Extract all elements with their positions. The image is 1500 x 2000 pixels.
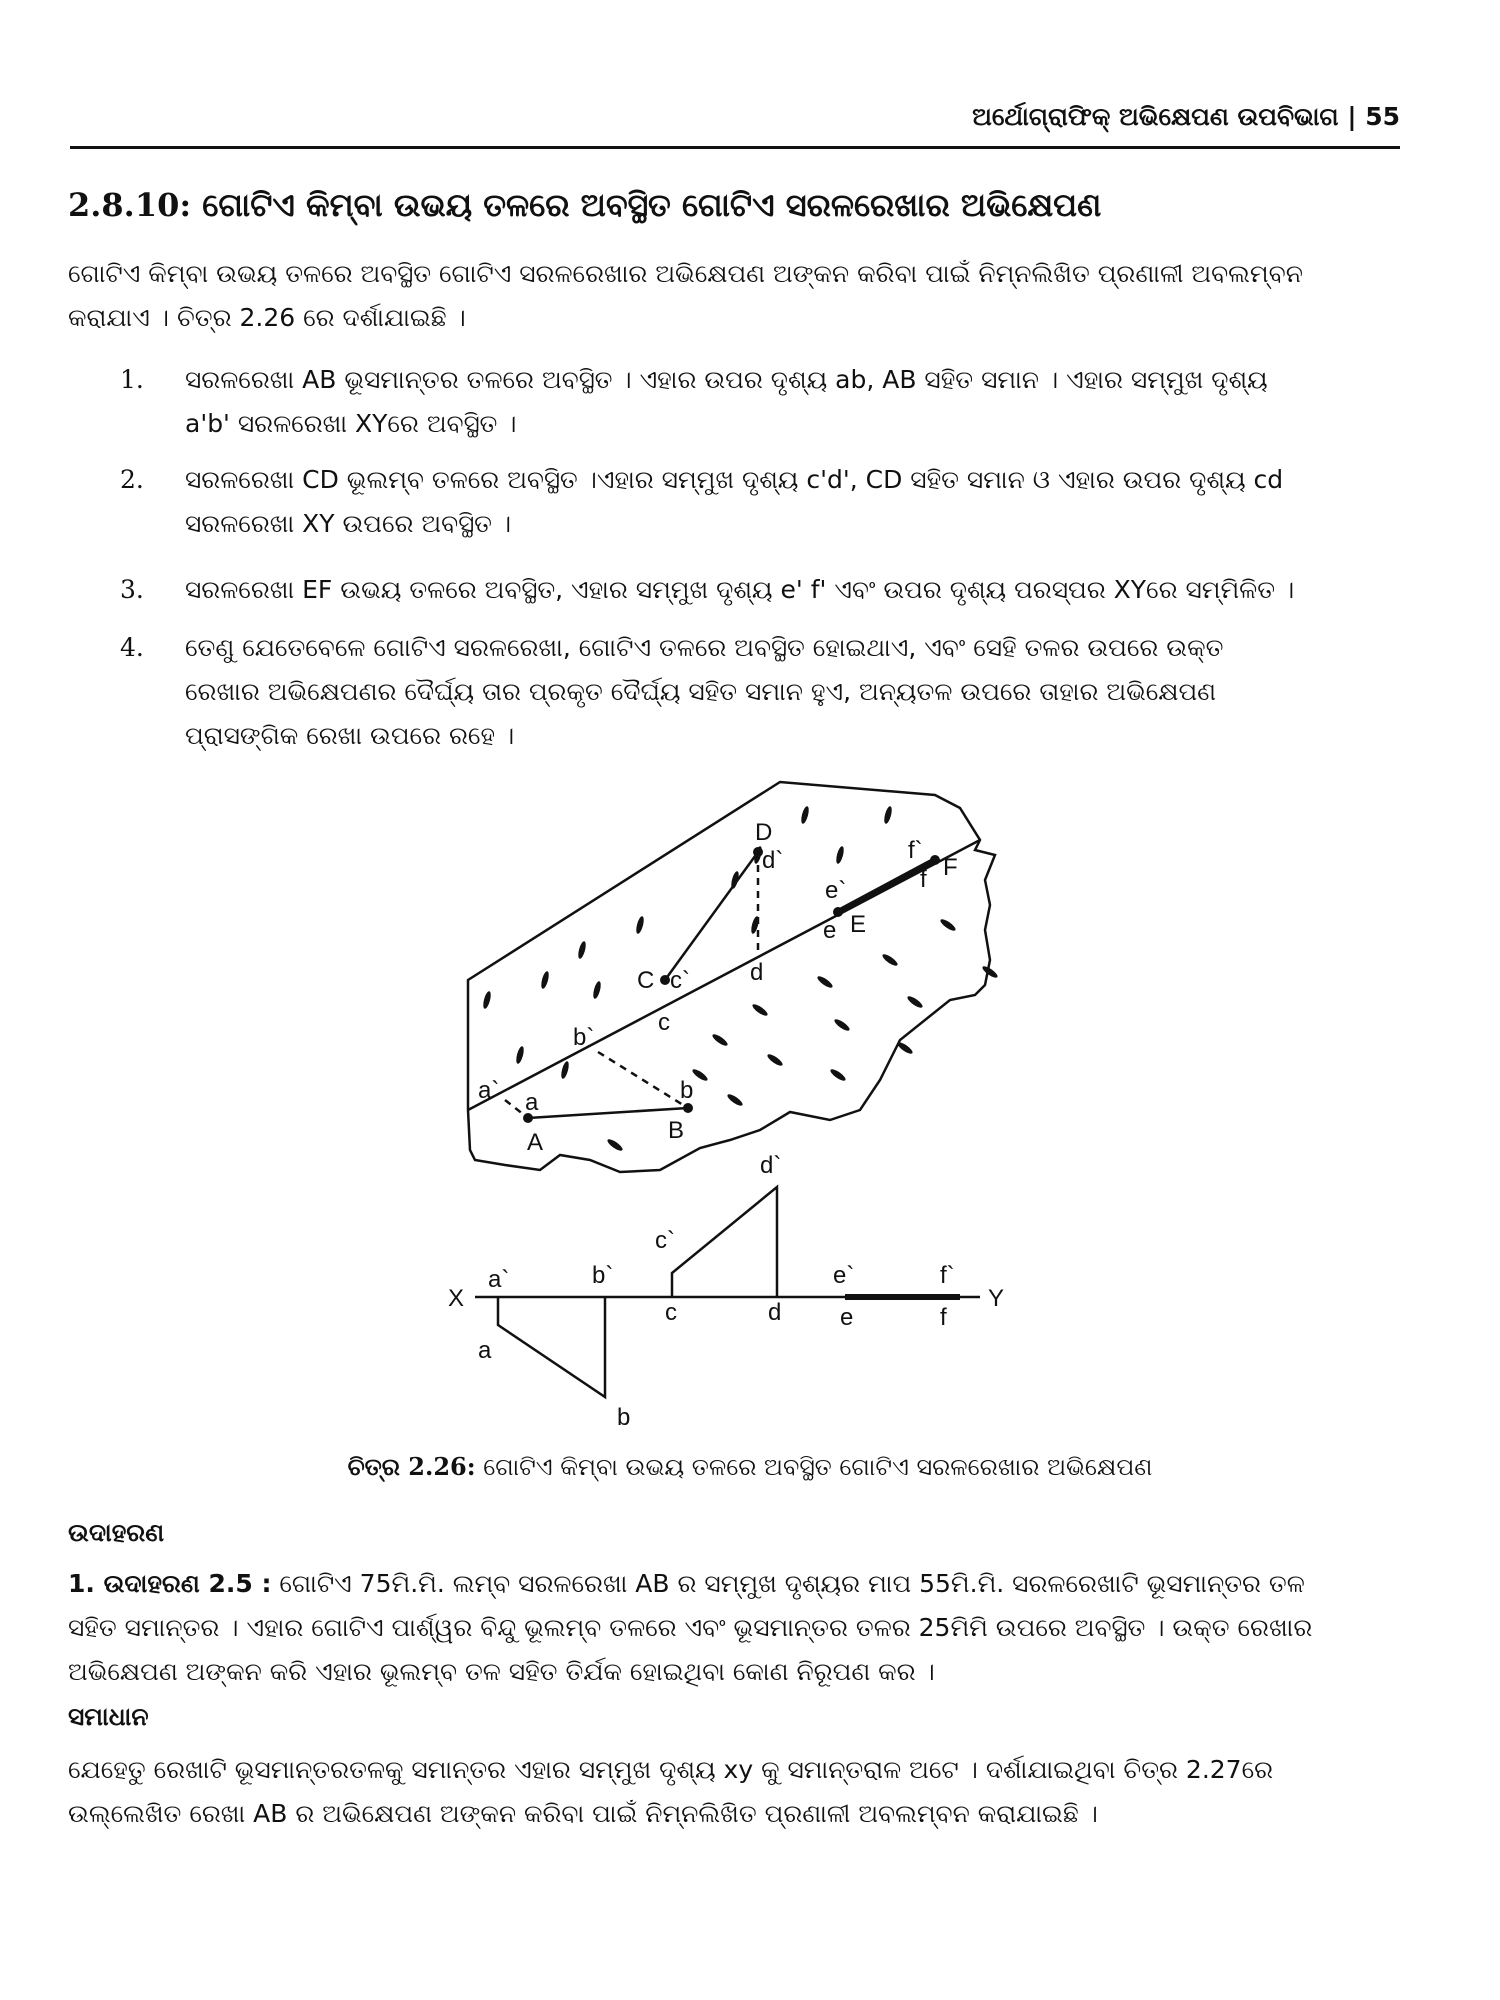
pictorial-view — [468, 782, 999, 1172]
line-AB — [528, 1108, 688, 1118]
label-X: X — [448, 1285, 465, 1312]
point-E — [833, 907, 843, 917]
list-line: ସରଳରେଖା EF ଉଭୟ ତଳରେ ଅବସ୍ଥିତ, ଏହାର ସମ୍ମୁଖ ଦୃଶ୍ୟ e' f' ଏବଂ ଉପର ଦୃଶ୍ୟ ପରସ୍ପର XYରେ ସମ୍ମିଳିତ । — [185, 575, 1295, 604]
line-CD — [665, 852, 758, 980]
point-C — [660, 975, 670, 985]
point-F — [930, 855, 940, 865]
example-line — [68, 1562, 1408, 1606]
caption-label: ଚିତ୍ର 2.26: — [347, 1452, 476, 1481]
list-line: ସରଳରେଖା AB ଭୂସମାନ୍ତର ତଳରେ ଅବସ୍ଥିତ । ଏହାର ଉପର ଦୃଶ୍ୟ ab, AB ସହିତ ସମାନ । ଏହାର ସମ୍ମୁଖ ଦୃଶ୍ୟ — [185, 365, 1268, 394]
label-D: D — [755, 819, 773, 846]
caption-text: ଗୋଟିଏ କିମ୍ବା ଉଭୟ ତଳରେ ଅବସ୍ଥିତ ଗୋଟିଏ ସରଳରେଖାର ଅଭିକ୍ଷେପଣ — [483, 1453, 1153, 1481]
intro-line: ଗୋଟିଏ କିମ୍ବା ଉଭୟ ତଳରେ ଅବସ୍ଥିତ ଗୋଟିଏ ସରଳରେଖାର ଅଭିକ୍ଷେପଣ ଅଙ୍କନ କରିବା ପାଇଁ ନିମ୍ନଲିଖିତ ପ୍ରଣାଳୀ ଅବଲମ୍ବନ — [68, 259, 1303, 288]
label-a: a — [525, 1089, 539, 1116]
label-f-prime: f` — [940, 1262, 955, 1289]
example-line: ସହିତ ସମାନ୍ତର । ଏହାର ଗୋଟିଏ ପାର୍ଶ୍ୱର ବିନ୍ଦୁ ଭୂଲମ୍ବ ତଳରେ ଏବଂ ଭୂସମାନ୍ତର ତଳର 25ମିମି ଉପରେ ଅବସ୍ଥିତ । ଉକ୍ତ ରେଖାର — [68, 1613, 1313, 1642]
intro-line: କରାଯାଏ । ଚିତ୍ର 2.26 ରେ ଦର୍ଶାଯାଇଛି । — [68, 303, 466, 332]
label-d: d — [768, 1299, 782, 1326]
label-c-prime: c` — [670, 967, 690, 994]
label-d-prime: d` — [760, 1152, 782, 1179]
projection-ab — [498, 1297, 605, 1397]
label-a-prime: a` — [478, 1077, 500, 1104]
label-e-prime: e` — [833, 1262, 855, 1289]
label-A: A — [527, 1129, 544, 1156]
label-f-prime: f` — [908, 837, 923, 864]
label-b-prime: b` — [592, 1262, 614, 1289]
label-f: f — [920, 866, 927, 893]
list-line: a'b' ସରଳରେଖା XYରେ ଅବସ୍ଥିତ । — [185, 409, 517, 438]
label-e: e — [823, 917, 837, 944]
header-separator: | — [1347, 102, 1357, 131]
projector-bB — [598, 1052, 688, 1108]
label-F: F — [943, 854, 958, 881]
label-b: b — [680, 1077, 694, 1104]
solution-line: ଉଲ୍ଲେଖିତ ରେଖା AB ର ଅଭିକ୍ଷେପଣ ଅଙ୍କନ କରିବା ପାଇଁ ନିମ୍ନଲିଖିତ ପ୍ରଣାଳୀ ଅବଲମ୍ବନ କରାଯାଇଛି । — [68, 1799, 1098, 1828]
example-label: 1. ଉଦାହରଣ 2.5 : — [68, 1569, 272, 1598]
section-number: 2.8.10: — [68, 186, 192, 224]
example-paragraph — [68, 1562, 1408, 1694]
label-a-prime: a` — [488, 1266, 510, 1293]
label-B: B — [668, 1117, 685, 1144]
projection-cd — [672, 1187, 777, 1297]
list-line: ସରଳରେଖା XY ଉପରେ ଅବସ୍ଥିତ । — [185, 509, 512, 538]
list-number: 2. — [120, 465, 144, 494]
label-c: c — [665, 1299, 677, 1326]
label-b-prime: b` — [573, 1024, 595, 1051]
solution-line: ଯେହେତୁ ରେଖାଟି ଭୂସମାନ୍ତରତଳକୁ ସମାନ୍ତର ଏହାର ସମ୍ମୁଖ ଦୃଶ୍ୟ xy କୁ ସମାନ୍ତରାଳ ଅଟେ । ଦର୍ଶାଯାଇଥିବା ଚିତ୍ର 2.27ରେ — [68, 1755, 1274, 1784]
label-a: a — [478, 1337, 492, 1364]
figure-caption — [200, 1452, 1300, 1481]
label-f: f — [940, 1304, 947, 1331]
label-C: C — [637, 967, 655, 994]
list-line: ସରଳରେଖା CD ଭୂଲମ୍ବ ତଳରେ ଅବସ୍ଥିତ ।ଏହାର ସମ୍ମୁଖ ଦୃଶ୍ୟ c'd', CD ସହିତ ସମାନ ଓ ଏହାର ଉପର ଦୃଶ୍ୟ cd — [185, 465, 1284, 494]
section-heading: ଗୋଟିଏ କିମ୍ବା ଉଭୟ ତଳରେ ଅବସ୍ଥିତ ଗୋଟିଏ ସରଳରେଖାର ଅଭିକ୍ଷେପଣ — [202, 186, 1102, 224]
label-d-prime: d` — [762, 847, 784, 874]
example-heading: ଉଦାହରଣ — [68, 1518, 165, 1547]
label-c-prime: c` — [655, 1227, 675, 1254]
label-Y: Y — [988, 1285, 1005, 1312]
list-line: ତେଣୁ ଯେତେବେଳେ ଗୋଟିଏ ସରଳରେଖା, ଗୋଟିଏ ତଳରେ ଅବସ୍ଥିତ ହୋଇଥାଏ, ଏବଂ ସେହି ତଳର ଉପରେ ଉକ୍ତ — [185, 633, 1224, 662]
example-text: ଗୋଟିଏ 75ମି.ମି. ଲମ୍ବ ସରଳରେଖା AB ର ସମ୍ମୁଖ ଦୃଶ୍ୟର ମାପ 55ମି.ମି. ସରଳରେଖାଟି ଭୂସମାନ୍ତର ତଳ — [279, 1569, 1305, 1598]
list-number: 3. — [120, 575, 144, 604]
label-E: E — [850, 911, 867, 938]
label-e: e — [840, 1304, 854, 1331]
list-line: ରେଖାର ଅଭିକ୍ଷେପଣର ଦୈର୍ଘ୍ୟ ତାର ପ୍ରକୃତ ଦୈର୍ଘ୍ୟ ସହିତ ସମାନ ହୁଏ, ଅନ୍ୟତଳ ଉପରେ ତାହାର ଅଭିକ୍ଷେପଣ — [185, 677, 1217, 706]
example-line: ଅଭିକ୍ଷେପଣ ଅଙ୍କନ କରି ଏହାର ଭୂଲମ୍ବ ତଳ ସହିତ ତିର୍ଯକ ହୋଇଥିବା କୋଣ ନିରୂପଣ କର । — [68, 1657, 935, 1686]
running-title: ଅର୍ଥୋଗ୍ରାଫିକ୍ ଅଭିକ୍ଷେପଣ ଉପବିଭାଗ — [972, 102, 1339, 131]
list-line: ପ୍ରାସଙ୍ଗିକ ରେଖା ଉପରେ ରହେ । — [185, 721, 515, 750]
orthographic-view — [448, 1152, 1004, 1431]
page-number: 55 — [1365, 102, 1400, 131]
label-c: c — [658, 1009, 670, 1036]
list-number: 4. — [120, 633, 144, 662]
solution-paragraph — [68, 1748, 1408, 1836]
solution-heading: ସମାଧାନ — [68, 1702, 149, 1731]
label-d: d — [750, 959, 764, 986]
label-b: b — [617, 1404, 631, 1431]
label-e-prime: e` — [825, 877, 847, 904]
list-number: 1. — [120, 365, 144, 394]
